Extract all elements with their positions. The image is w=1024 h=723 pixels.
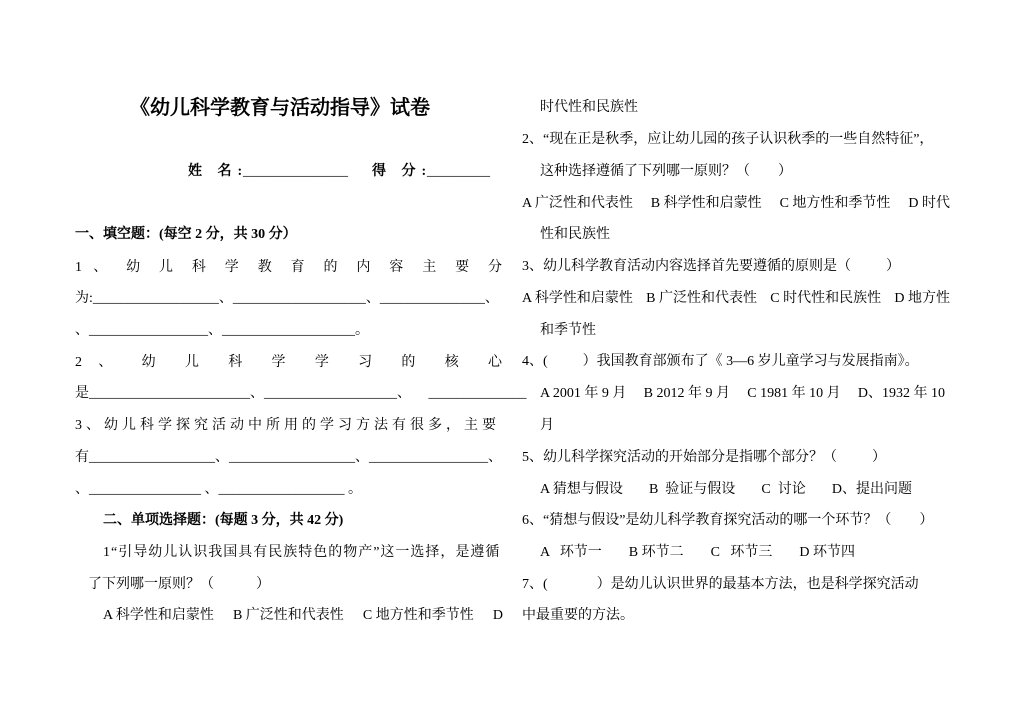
choice-q6-option-a: A 环节一 <box>540 545 602 560</box>
section-1-heading: 一、填空题：(每空 2 分，共 30 分） <box>75 227 297 242</box>
fill-q3-stem: 3、幼儿科学探究活动中所用的学习方法有很多，主要 <box>75 418 500 433</box>
choice-q3-option-a: A 科学性和启蒙性 <box>522 291 633 306</box>
choice-q3-stem: 3、幼儿科学教育活动内容选择首先要遵循的原则是（ ） <box>522 259 900 274</box>
choice-q4-option-d: D、1932 年 10 <box>857 386 945 401</box>
choice-q2-option-b: B 科学性和启蒙性 <box>650 196 762 211</box>
choice-q7-stem: 7、( ）是幼儿认识世界的最基本方法，也是科学探究活动 <box>522 577 919 592</box>
choice-q3-option-d: D 地方性 <box>894 291 950 306</box>
choice-q6-option-c: C 环节三 <box>710 545 773 560</box>
fill-q2-blanks: 是_______________________、___________________、 ______________ <box>75 386 527 401</box>
choice-q6-options <box>540 543 855 563</box>
choice-q1-option-a: A 科学性和启蒙性 <box>103 608 214 623</box>
choice-q5-options <box>540 480 912 500</box>
choice-q1-options <box>103 606 503 626</box>
fill-q1-stem: 1 、 幼 儿 科 学 教 育 的 内 容 主 要 分 <box>75 260 502 275</box>
choice-q1-option-c: C 地方性和季节性 <box>362 608 474 623</box>
choice-q3-options <box>522 289 950 309</box>
name-blank: _______________ <box>243 164 348 179</box>
choice-q3-options-cont: 和季节性 <box>540 323 596 338</box>
choice-q2-option-a: A 广泛性和代表性 <box>522 196 633 211</box>
choice-q3-option-b: B 广泛性和代表性 <box>646 291 757 306</box>
choice-q4-options-cont: 月 <box>540 418 554 433</box>
choice-q4-option-a: A 2001 年 9 月 <box>540 386 627 401</box>
choice-q6-option-b: B 环节二 <box>628 545 684 560</box>
choice-q1-stem-cont: 了下列哪一原则？（ ） <box>88 577 270 592</box>
choice-q2-stem-cont: 这种选择遵循了下列哪一原则？（ ） <box>540 164 792 179</box>
choice-q4-options <box>540 384 945 404</box>
fill-q1-blanks-1: 为:__________________、___________________、_______________、 <box>75 291 499 306</box>
choice-q5-option-d: D、提出问题 <box>831 482 912 497</box>
choice-q1-options-cont: 时代性和民族性 <box>540 100 638 115</box>
choice-q1-option-b: B 广泛性和代表性 <box>232 608 344 623</box>
fill-q3-blanks-2: 、________________ 、__________________ 。 <box>75 482 362 497</box>
choice-q5-stem: 5、幼儿科学探究活动的开始部分是指哪个部分？（ ） <box>522 450 886 465</box>
choice-q5-option-b: B 验证与假设 <box>648 482 736 497</box>
fill-q3-blanks-1: 有__________________、__________________、_________________、 <box>75 450 502 465</box>
fill-q1-blanks-2: 、_________________、___________________。 <box>75 323 369 338</box>
name-label: 姓 名: <box>188 164 249 179</box>
score-blank: _________ <box>427 164 490 179</box>
choice-q2-option-d: D 时代 <box>908 196 950 211</box>
fill-q2-stem: 2 、 幼 儿 科 学 学 习 的 核 心 <box>75 355 502 370</box>
choice-q4-option-c: C 1981 年 10 月 <box>747 386 841 401</box>
choice-q2-options-cont: 性和民族性 <box>540 227 610 242</box>
choice-q7-stem-cont: 中最重要的方法。 <box>522 608 634 623</box>
choice-q5-option-c: C 讨论 <box>761 482 806 497</box>
choice-q4-option-b: B 2012 年 9 月 <box>643 386 730 401</box>
score-label: 得 分: <box>372 164 433 179</box>
choice-q2-options <box>522 194 950 214</box>
choice-q4-stem: 4、( ）我国教育部颁布了《 3—6 岁儿童学习与发展指南》。 <box>522 354 919 369</box>
choice-q6-option-d: D 环节四 <box>799 545 855 560</box>
choice-q1-option-d: D <box>492 608 503 623</box>
exam-title: 《幼儿科学教育与活动指导》试卷 <box>130 97 430 119</box>
choice-q6-stem: 6、“猜想与假设”是幼儿科学教育探究活动的哪一个环节？（ ） <box>522 513 934 528</box>
choice-q5-option-a: A 猜想与假设 <box>540 482 623 497</box>
choice-q1-stem: 1“引导幼儿认识我国具有民族特色的物产”这一选择，是遵循 <box>103 545 501 560</box>
section-2-heading: 二、单项选择题：(每题 3 分，共 42 分) <box>103 513 344 528</box>
choice-q3-option-c: C 时代性和民族性 <box>770 291 882 306</box>
choice-q2-option-c: C 地方性和季节性 <box>779 196 891 211</box>
choice-q2-stem: 2、“现在正是秋季，应让幼儿园的孩子认识秋季的一些自然特征”， <box>522 132 934 147</box>
